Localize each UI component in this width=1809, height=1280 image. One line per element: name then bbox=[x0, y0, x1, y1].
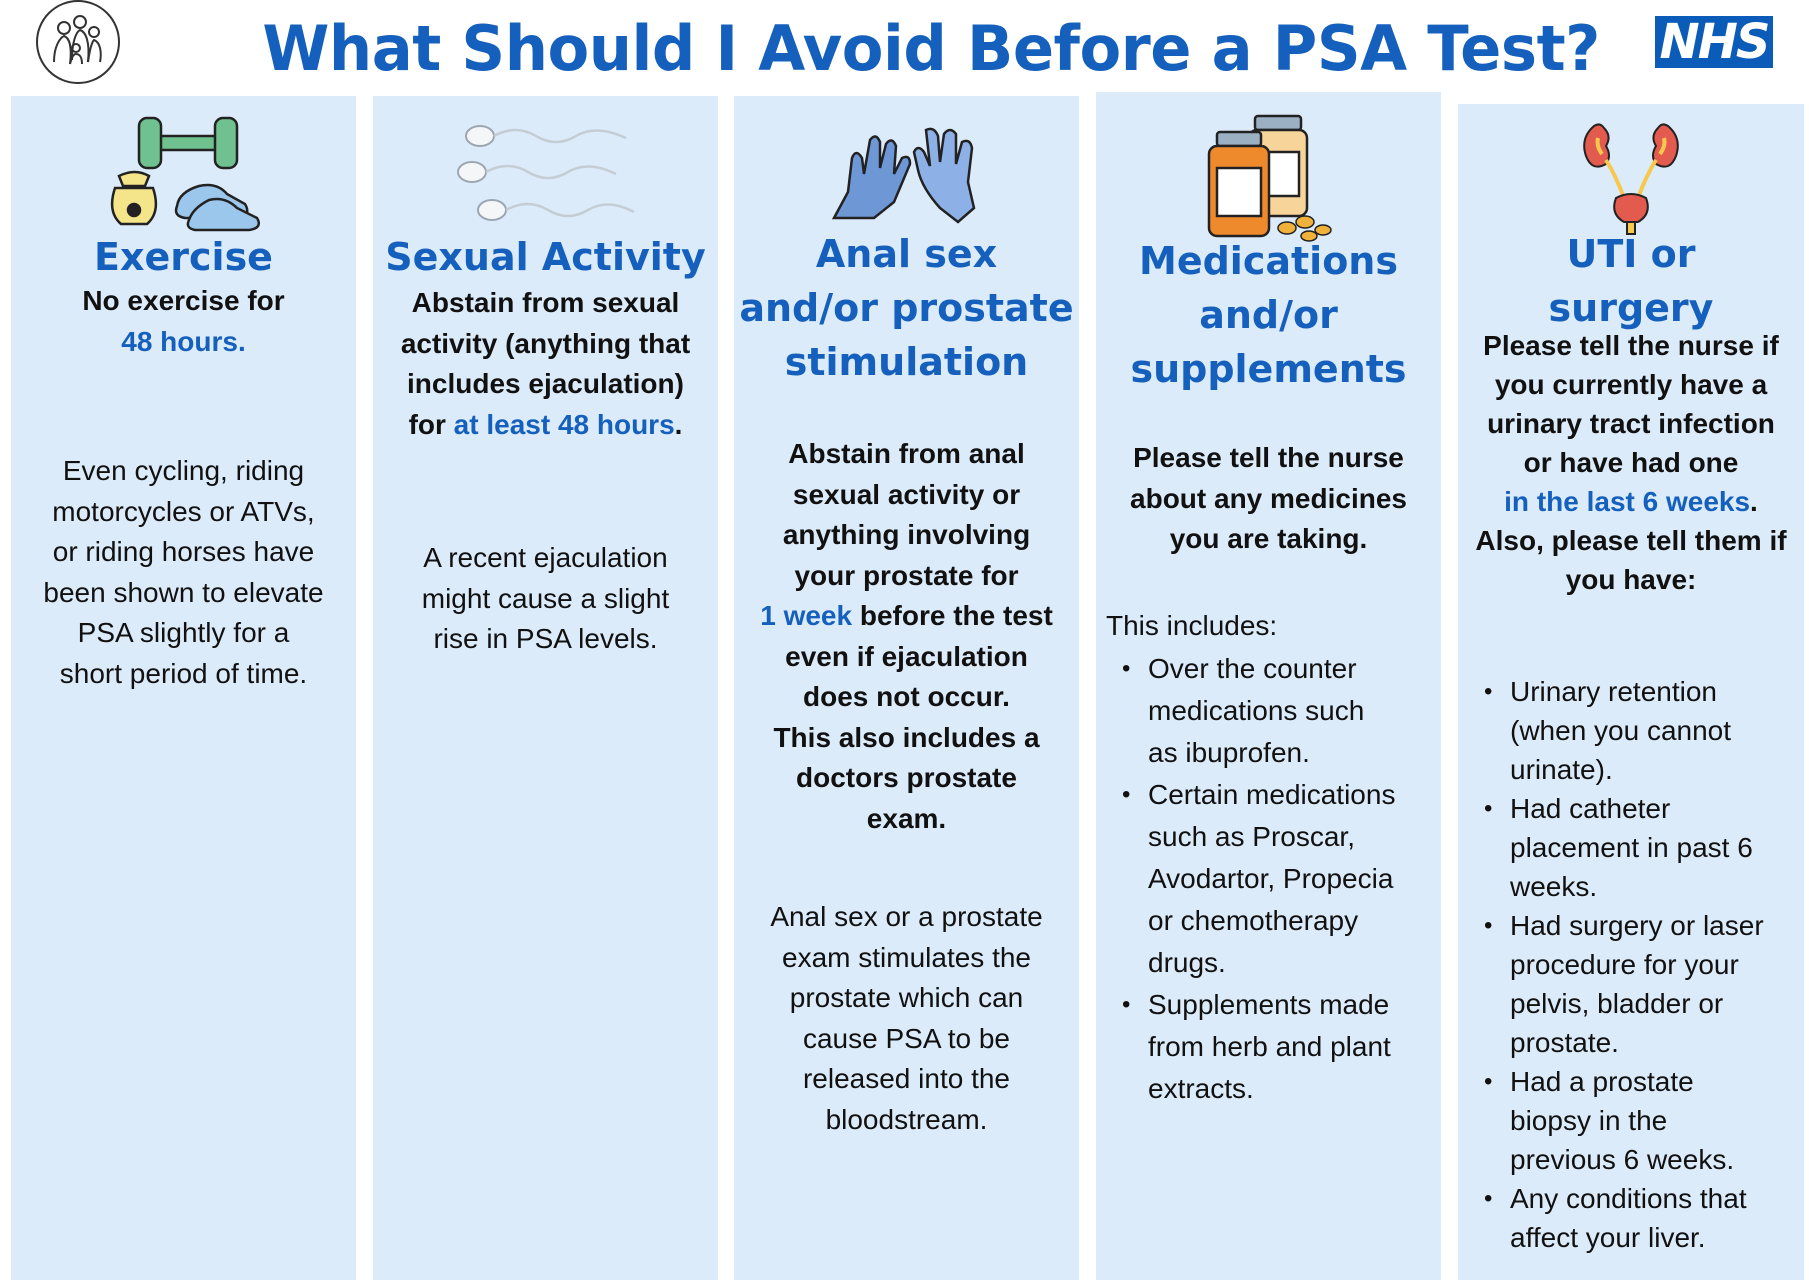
anal-sex-instruction: Abstain from anal sexual activity or anything involving your prostate for 1 week before the test even if ejaculation does not occur. This also includes a doctors prostate exam. bbox=[760, 438, 1053, 834]
dumbbell-kettlebell-sneakers-icon bbox=[11, 114, 356, 234]
list-item: • Certain medications such as Proscar, Avodartor, Propecia or chemotherapy drugs. bbox=[1096, 774, 1441, 984]
page-title: What Should I Avoid Before a PSA Test? bbox=[262, 12, 1600, 85]
medications-heading: Medications and/or supplements bbox=[1130, 239, 1407, 391]
medications-instruction: Please tell the nurse about any medicines you are taking. bbox=[1130, 442, 1407, 554]
urinary-tract-icon bbox=[1458, 116, 1804, 236]
pill-bottles-icon bbox=[1096, 112, 1441, 244]
sexual-activity-panel bbox=[373, 96, 718, 1280]
exercise-heading: Exercise bbox=[94, 235, 273, 279]
anal-sex-panel bbox=[734, 96, 1079, 1280]
list-item: • Had a prostate biopsy in the previous 6 weeks. bbox=[1458, 1062, 1804, 1179]
header bbox=[0, 0, 1809, 96]
medical-gloves-icon bbox=[734, 118, 1079, 228]
uti-instruction: Please tell the nurse if you currently have a urinary tract infection or have had one in the last 6 weeks. Also, please tell them if you have: bbox=[1475, 330, 1787, 595]
list-item: • Supplements made from herb and plant extracts. bbox=[1096, 984, 1441, 1110]
exercise-panel bbox=[11, 96, 356, 1280]
exercise-explanation: Even cycling, riding motorcycles or ATVs, or riding horses have been shown to elevate PSA slightly for a short period of time. bbox=[43, 455, 324, 689]
list-item: • Urinary retention (when you cannot urinate). bbox=[1458, 672, 1804, 789]
list-item: • Had catheter placement in past 6 weeks. bbox=[1458, 789, 1804, 906]
uti-heading: UTI or surgery bbox=[1548, 232, 1714, 330]
list-item: • Over the counter medications such as ibuprofen. bbox=[1096, 648, 1441, 774]
sperm-icon bbox=[373, 118, 718, 228]
family-logo-icon bbox=[36, 0, 120, 84]
anal-sex-explanation: Anal sex or a prostate exam stimulates the prostate which can cause PSA to be released into the bloodstream. bbox=[770, 901, 1043, 1135]
sexual-activity-instruction: Abstain from sexual activity (anything that includes ejaculation) for at least 48 hours. bbox=[400, 287, 691, 440]
exercise-instruction: No exercise for 48 hours. bbox=[82, 285, 285, 357]
sexual-activity-heading: Sexual Activity bbox=[385, 235, 706, 279]
list-item: • Any conditions that affect your liver. bbox=[1458, 1179, 1804, 1257]
uti-panel bbox=[1458, 104, 1804, 1280]
medications-list bbox=[1096, 648, 1441, 1110]
medications-panel bbox=[1096, 92, 1441, 1280]
medications-intro: This includes: bbox=[1106, 610, 1278, 641]
list-item: • Had surgery or laser procedure for your pelvis, bladder or prostate. bbox=[1458, 906, 1804, 1062]
nhs-logo: NHS bbox=[1655, 16, 1773, 68]
anal-sex-heading: Anal sex and/or prostate stimulation bbox=[739, 232, 1074, 384]
uti-list bbox=[1458, 672, 1804, 1257]
sexual-activity-explanation: A recent ejaculation might cause a slight rise in PSA levels. bbox=[421, 542, 670, 654]
